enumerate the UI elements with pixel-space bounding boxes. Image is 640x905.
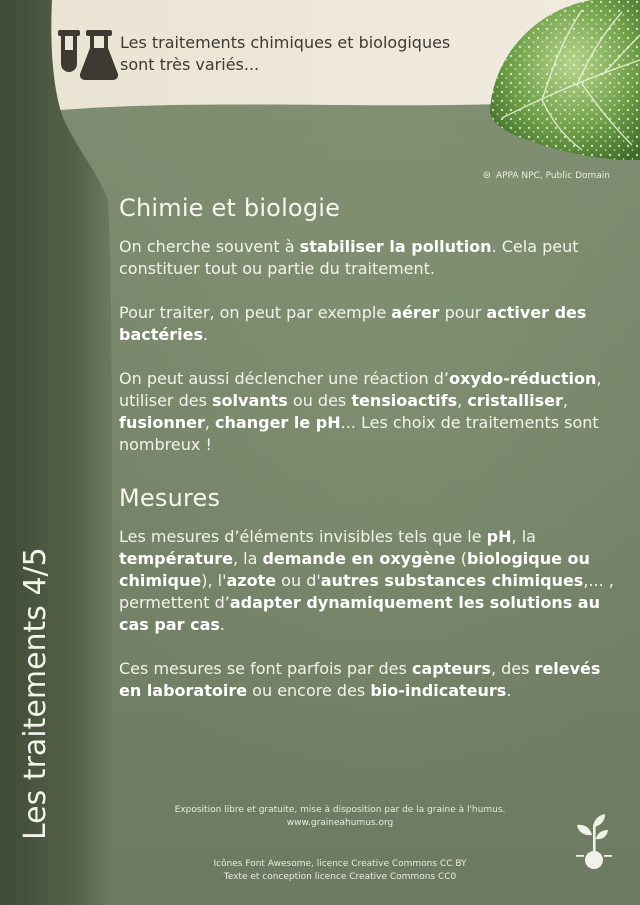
main-content — [119, 194, 614, 724]
emphasis: autres substances chimiques — [320, 571, 584, 590]
text-run: , des — [490, 659, 535, 678]
text-run: Ces mesures se font parfois par des — [119, 659, 412, 678]
emphasis: adapter dynamiquement les solutions au cas par cas — [119, 593, 600, 634]
emphasis: capteurs — [411, 659, 491, 678]
text-run: Les mesures d’éléments invisibles tels que le — [119, 527, 487, 546]
emphasis: tensioactifs — [351, 391, 458, 410]
emphasis: cristalliser — [467, 391, 563, 410]
emphasis: oxydo-réduction — [449, 369, 597, 388]
text-run: pour — [439, 303, 487, 322]
paragraph — [119, 658, 614, 702]
text-run: , — [457, 391, 468, 410]
footer-line: Texte et conception licence Creative Commons CC0 — [223, 872, 457, 882]
text-run: ou des — [287, 391, 352, 410]
seedling-icon — [574, 813, 614, 871]
footer-website: www.graineahumus.org — [286, 818, 394, 828]
section-mesures — [119, 484, 614, 702]
section-chimie — [119, 194, 614, 456]
emphasis: bio-indicateurs — [370, 681, 507, 700]
text-run: ( — [455, 549, 467, 568]
footer-line: Icônes Font Awesome, licence Creative Commons CC BY — [213, 859, 467, 869]
emphasis: azote — [226, 571, 277, 590]
image-credit — [483, 170, 610, 181]
emphasis: solvants — [212, 391, 288, 410]
paragraph — [119, 236, 614, 280]
section-title-mesures: Mesures — [119, 484, 221, 512]
emphasis: pH — [486, 527, 512, 546]
text-run: . — [202, 325, 209, 344]
text-run: ), l' — [201, 571, 227, 590]
paragraph — [119, 368, 614, 456]
footer-exposition — [120, 804, 560, 830]
text-run: . Cela peut constituer tout ou partie du traitement. — [119, 237, 579, 278]
text-run: Pour traiter, on peut par exemple — [119, 303, 392, 322]
text-run: . — [506, 681, 512, 700]
text-run: , — [562, 391, 568, 410]
credit-text: APPA NPC, Public Domain — [495, 170, 610, 181]
text-run: ... Les choix de traitements sont nombreux ! — [119, 413, 599, 454]
header-text: Les traitements chimiques et biologiques sont très variés... — [120, 33, 451, 74]
text-run: . — [219, 615, 225, 634]
emphasis: fusionner — [119, 413, 205, 432]
footer-licences — [120, 858, 560, 884]
emphasis: température — [119, 549, 233, 568]
text-run: , — [204, 413, 216, 432]
text-run: , la — [511, 527, 536, 546]
side-title: Les traitements 4/5 — [18, 547, 53, 840]
footer-line: Exposition libre et gratuite, mise à disposition par de la graine à l'humus. — [174, 805, 506, 815]
text-run: ou d' — [276, 571, 321, 590]
emphasis: stabiliser la pollution — [299, 237, 492, 256]
leaf-photo — [482, 0, 640, 160]
text-run: On peut aussi déclencher une réaction d’ — [119, 369, 449, 388]
text-run: ou encore des — [247, 681, 371, 700]
emphasis: activer des bactéries — [119, 303, 587, 344]
emphasis: changer le pH — [215, 413, 341, 432]
paragraph — [119, 526, 614, 636]
flask-vial-icon — [58, 28, 118, 80]
emphasis: demande en oxygène — [262, 549, 456, 568]
public-domain-icon: ⊜ — [482, 170, 491, 181]
emphasis: aérer — [391, 303, 440, 322]
section-title-chimie: Chimie et biologie — [119, 194, 341, 222]
text-run: On cherche souvent à — [119, 237, 300, 256]
emphasis: biologique ou chimique — [119, 549, 590, 590]
emphasis: relevés en laboratoire — [119, 659, 601, 700]
paragraph — [119, 302, 614, 346]
text-run: , utiliser des — [119, 369, 602, 410]
text-run: ,... , permettent d’ — [119, 571, 614, 612]
text-run: , la — [232, 549, 263, 568]
